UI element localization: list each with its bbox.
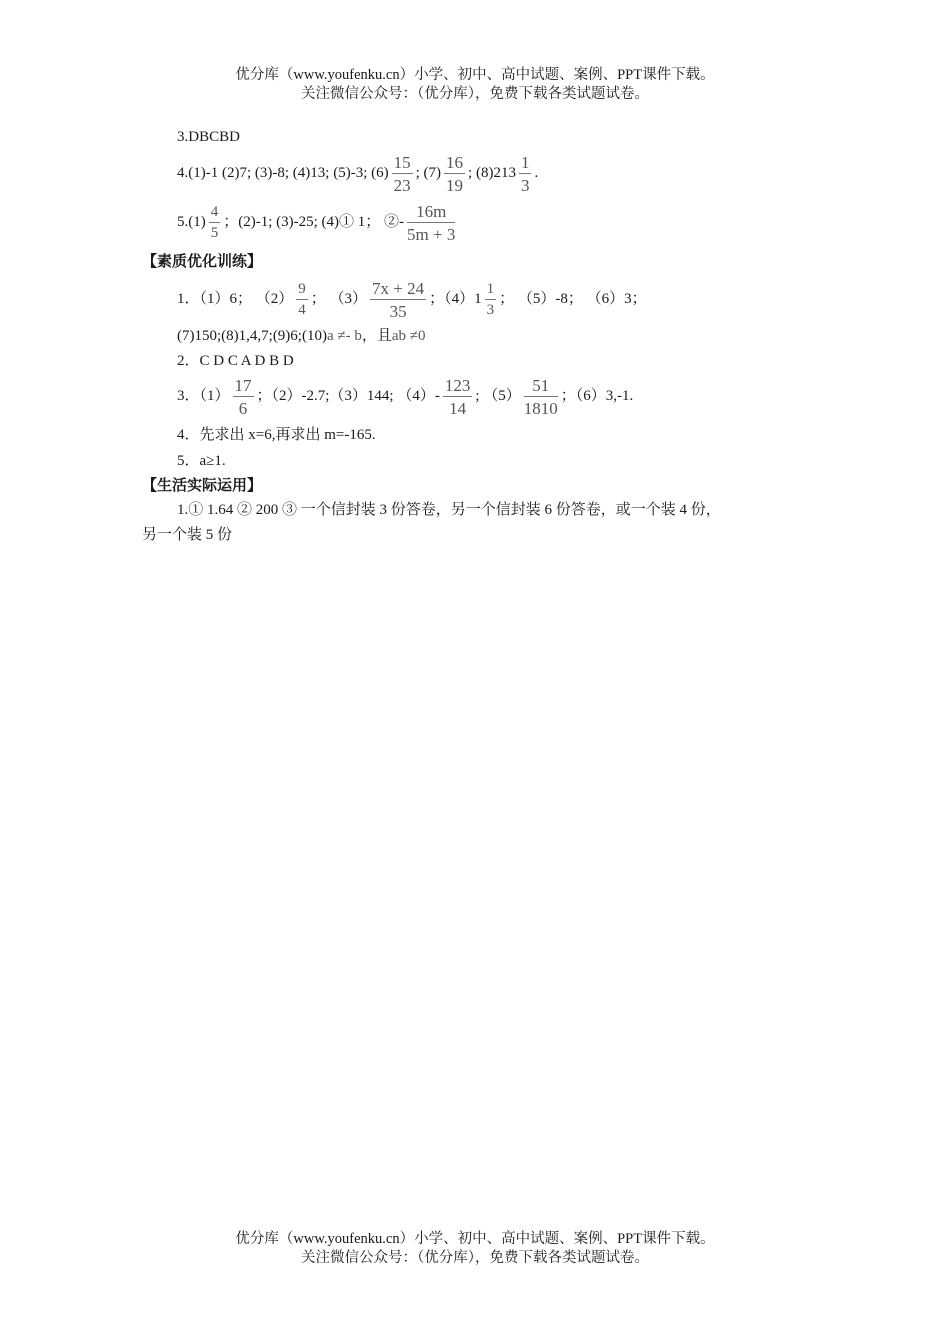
fraction: $\frac{4}{5}$ xyxy=(210,203,219,241)
answer-s1-q4: 4．先求出 x=6,再求出 m=-165. xyxy=(177,427,376,443)
answer-s2-q1: 1.① 1.64 ② 200 ③ 一个信封装 3 份答卷，另一个信封装 6 份答卷，或一个装 4 份， xyxy=(177,502,721,518)
footer-line-2: 关注微信公众号：（优分库），免费下载各类试题试卷。 xyxy=(301,1250,649,1266)
section-heading-practical-application: 【生活实际运用】 xyxy=(142,478,263,494)
fraction: $\frac{51}{1810}$ xyxy=(523,375,558,418)
fraction: $\frac{15}{23}$ xyxy=(393,152,411,195)
answer-s1-q1: 1．（1）6； （2） $\frac{9}{4}$ ； （3） $\frac{7x + 24}{35}$ ；（4）1 $\frac{1}{3}$ ； （5）-8； （6）3； xyxy=(177,278,647,321)
answer-s2-q1-continued: 另一个装 5 份 xyxy=(142,527,233,543)
answer-s1-q2: 2．C D C A D B D xyxy=(177,353,294,369)
header-line-1: 优分库（www.youfenku.cn）小学、初中、高中试题、案例、PPT课件下载。 xyxy=(235,67,715,83)
section-heading-quality-training: 【素质优化训练】 xyxy=(142,254,263,270)
answer-q5: 5.(1) $\frac{4}{5}$ ；(2)-1; (3)-25; (4)① 1； ②- $\frac{16m}{5m + 3}$ xyxy=(177,201,456,244)
fraction: $\frac{1}{3}$ xyxy=(486,280,495,318)
footer-line-1: 优分库（www.youfenku.cn）小学、初中、高中试题、案例、PPT课件下载。 xyxy=(235,1231,715,1247)
fraction: $\frac{1}{3}$ xyxy=(520,152,530,195)
math-expression: ab ≠0 xyxy=(391,328,426,344)
fraction: $\frac{17}{6}$ xyxy=(234,375,252,418)
fraction: $\frac{9}{4}$ xyxy=(298,280,306,318)
page-header xyxy=(0,66,950,104)
header-line-2: 关注微信公众号：（优分库），免费下载各类试题试卷。 xyxy=(301,86,649,102)
answer-s1-q5: 5．a≥1. xyxy=(177,453,226,469)
fraction: $\frac{16m}{5m + 3}$ xyxy=(407,201,456,244)
answer-s1-q1-continued: (7)150;(8)1,4,7;(9)6;(10)a ≠- b，且ab ≠0 xyxy=(177,328,426,344)
fraction: $\frac{7x + 24}{35}$ xyxy=(372,278,425,321)
math-expression: a ≠- b xyxy=(326,328,362,344)
answer-s1-q3: 3．（1） $\frac{17}{6}$ ；（2）-2.7;（3）144; （4）- $\frac{123}{14}$ ; （5） $\frac{51}{1810}$ ；（6）3,-1. xyxy=(177,375,634,418)
answer-q3: 3.DBCBD xyxy=(177,129,240,145)
fraction: $\frac{16}{19}$ xyxy=(446,152,464,195)
page-footer xyxy=(0,1230,950,1268)
answer-q4: 4.(1)-1 (2)7; (3)-8; (4)13; (5)-3; (6) $\frac{15}{23}$ ; (7) $\frac{16}{19}$ ; (8)213 $\frac{1}{3}$ . xyxy=(177,152,539,195)
fraction: $\frac{123}{14}$ xyxy=(444,375,471,418)
